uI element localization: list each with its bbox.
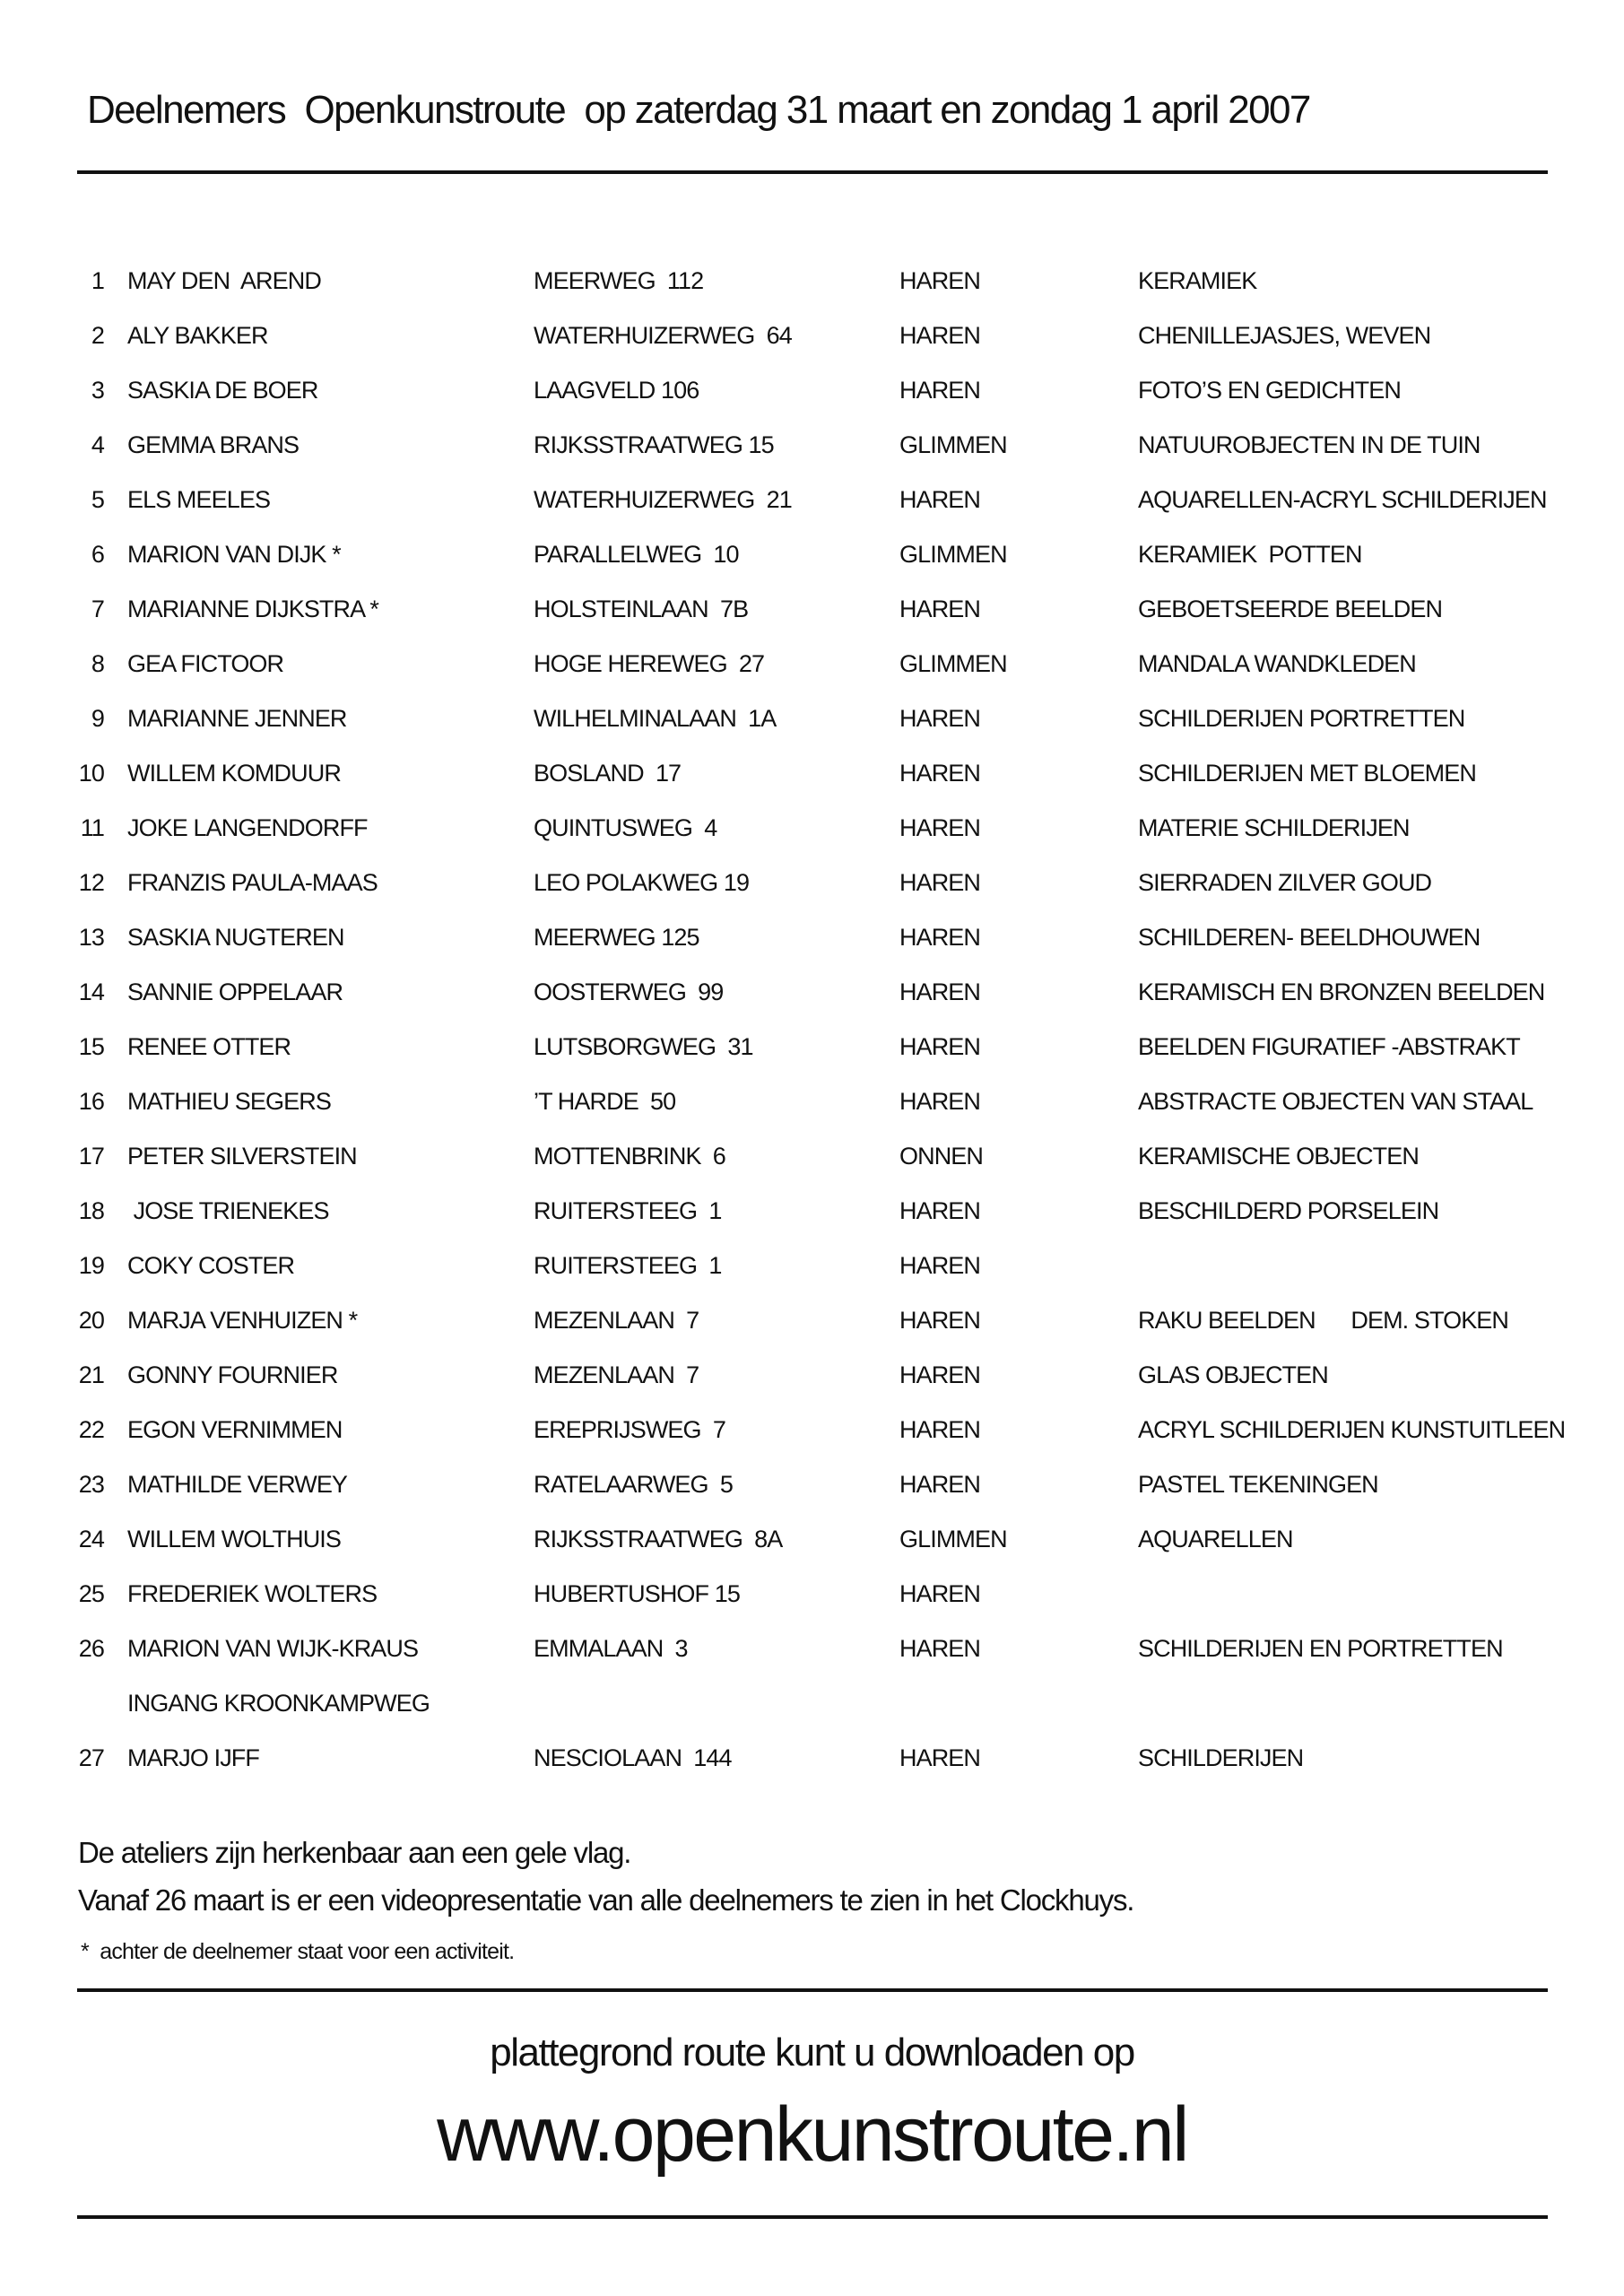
participant-city: GLIMMEN [899, 431, 1007, 458]
participant-street: BOSLAND 17 [534, 760, 682, 787]
participant-city: HAREN [899, 377, 981, 404]
participant-row [0, 919, 1624, 955]
participant-street: RIJKSSTRAATWEG 15 [534, 431, 774, 458]
participant-description: NATUUROBJECTEN IN DE TUIN [1138, 431, 1481, 458]
participant-description: MANDALA WANDKLEDEN [1138, 650, 1416, 677]
participant-city: HAREN [899, 924, 981, 951]
participant-street: EMMALAAN 3 [534, 1635, 688, 1662]
participant-description: GEBOETSEERDE BEELDEN [1138, 596, 1443, 622]
participant-name: WILLEM KOMDUUR [127, 760, 341, 787]
participant-street: WATERHUIZERWEG 64 [534, 322, 792, 349]
participant-street: MEERWEG 125 [534, 924, 699, 951]
participant-city: HAREN [899, 978, 981, 1005]
participant-number: 11 [80, 814, 104, 841]
participant-city: GLIMMEN [899, 1526, 1007, 1552]
participant-name: COKY COSTER [127, 1252, 295, 1279]
participant-number: 17 [78, 1143, 104, 1170]
participant-city: HAREN [899, 1361, 981, 1388]
participant-street: MEZENLAAN 7 [534, 1361, 699, 1388]
participant-description: AQUARELLEN [1138, 1526, 1293, 1552]
participant-street: MOTTENBRINK 6 [534, 1143, 725, 1170]
participant-number: 18 [78, 1197, 104, 1224]
participant-number: 6 [91, 541, 104, 568]
participant-number: 3 [91, 377, 104, 404]
participant-name: WILLEM WOLTHUIS [127, 1526, 342, 1552]
participant-name: SASKIA NUGTEREN [127, 924, 344, 951]
participant-street: ’T HARDE 50 [534, 1088, 676, 1115]
participant-street: NESCIOLAAN 144 [534, 1744, 732, 1771]
note-asterisk: * achter de deelnemer staat voor een activiteit. [81, 1939, 515, 1964]
participant-row [0, 1412, 1624, 1448]
participant-number: 2 [91, 322, 104, 349]
participant-description: BESCHILDERD PORSELEIN [1138, 1197, 1439, 1224]
participant-name: EGON VERNIMMEN [127, 1416, 343, 1443]
participant-number: 26 [78, 1635, 104, 1662]
participant-street: OOSTERWEG 99 [534, 978, 724, 1005]
participant-city: HAREN [899, 1252, 981, 1279]
participant-name: MARJA VENHUIZEN * [127, 1307, 358, 1334]
participant-description: FOTO’S EN GEDICHTEN [1138, 377, 1401, 404]
footer-divider-top [77, 1988, 1548, 1992]
participant-name: MAY DEN AREND [127, 267, 321, 294]
participant-row [0, 1029, 1624, 1065]
participant-name: GEMMA BRANS [127, 431, 300, 458]
participant-row [0, 427, 1624, 463]
participant-city: HAREN [899, 1744, 981, 1771]
participant-row [0, 317, 1624, 353]
participant-name: INGANG KROONKAMPWEG [127, 1690, 430, 1717]
participant-city: HAREN [899, 1416, 981, 1443]
participant-name: JOKE LANGENDORFF [127, 814, 368, 841]
participant-row [0, 1740, 1624, 1776]
participant-description: CHENILLEJASJES, WEVEN [1138, 322, 1431, 349]
participant-description: KERAMISCH EN BRONZEN BEELDEN [1138, 978, 1545, 1005]
participant-description: BEELDEN FIGURATIEF -ABSTRAKT [1138, 1033, 1520, 1060]
participant-description: SCHILDERIJEN [1138, 1744, 1304, 1771]
participant-name: MATHIEU SEGERS [127, 1088, 331, 1115]
participant-city: HAREN [899, 1088, 981, 1115]
participant-city: HAREN [899, 1635, 981, 1662]
participant-row [0, 700, 1624, 736]
participant-description: ACRYL SCHILDERIJEN KUNSTUITLEEN [1138, 1416, 1566, 1443]
participant-name: SANNIE OPPELAAR [127, 978, 343, 1005]
participant-description: KERAMIEK [1138, 267, 1257, 294]
participant-street: RATELAARWEG 5 [534, 1471, 733, 1498]
participant-row [0, 591, 1624, 627]
participant-city: HAREN [899, 1307, 981, 1334]
participant-number: 4 [91, 431, 104, 458]
participant-number: 9 [91, 705, 104, 732]
participant-city: GLIMMEN [899, 541, 1007, 568]
participant-street: MEZENLAAN 7 [534, 1307, 699, 1334]
participant-street: RUITERSTEEG 1 [534, 1197, 722, 1224]
page-title: Deelnemers Openkunstroute op zaterdag 31 maart en zondag 1 april 2007 [87, 88, 1310, 132]
note-video: Vanaf 26 maart is er een videopresentatie van alle deelnemers te zien in het Clockhuys. [78, 1883, 1134, 1917]
participant-name: MARJO IJFF [127, 1744, 259, 1771]
participant-city: HAREN [899, 486, 981, 513]
participant-name: FREDERIEK WOLTERS [127, 1580, 378, 1607]
participant-number: 1 [91, 267, 104, 294]
participant-street: EREPRIJSWEG 7 [534, 1416, 725, 1443]
participant-row [0, 263, 1624, 299]
participant-number: 13 [78, 924, 104, 951]
participant-row [0, 1357, 1624, 1393]
download-text: plattegrond route kunt u downloaden op [490, 2031, 1134, 2074]
footer-divider-bottom [77, 2215, 1548, 2219]
participant-name: PETER SILVERSTEIN [127, 1143, 357, 1170]
participant-row [0, 974, 1624, 1010]
participant-number: 14 [78, 978, 104, 1005]
participant-number: 16 [78, 1088, 104, 1115]
participant-number: 15 [78, 1033, 104, 1060]
participant-row [0, 1248, 1624, 1283]
participant-street: LEO POLAKWEG 19 [534, 869, 750, 896]
participant-street: LUTSBORGWEG 31 [534, 1033, 753, 1060]
participant-description: MATERIE SCHILDERIJEN [1138, 814, 1410, 841]
participant-city: HAREN [899, 322, 981, 349]
participant-street: WILHELMINALAAN 1A [534, 705, 777, 732]
participant-number: 12 [78, 869, 104, 896]
participant-street: HOLSTEINLAAN 7B [534, 596, 749, 622]
participant-street: RUITERSTEEG 1 [534, 1252, 722, 1279]
participant-description: SCHILDERIJEN MET BLOEMEN [1138, 760, 1476, 787]
participant-name: ALY BAKKER [127, 322, 268, 349]
participant-description: SIERRADEN ZILVER GOUD [1138, 869, 1432, 896]
participant-row [0, 1576, 1624, 1612]
website-link[interactable]: www.openkunstroute.nl [437, 2092, 1187, 2178]
participant-description: SCHILDERIJEN PORTRETTEN [1138, 705, 1465, 732]
participant-number: 7 [91, 596, 104, 622]
participant-row [0, 536, 1624, 572]
participant-street: HOGE HEREWEG 27 [534, 650, 765, 677]
participant-street: RIJKSSTRAATWEG 8A [534, 1526, 783, 1552]
participant-name: MATHILDE VERWEY [127, 1471, 348, 1498]
participant-description: KERAMISCHE OBJECTEN [1138, 1143, 1419, 1170]
participant-street: PARALLELWEG 10 [534, 541, 739, 568]
participant-description: SCHILDERIJEN EN PORTRETTEN [1138, 1635, 1503, 1662]
participant-row [0, 755, 1624, 791]
participant-name: GONNY FOURNIER [127, 1361, 338, 1388]
participant-row [0, 1466, 1624, 1502]
participant-city: HAREN [899, 1580, 981, 1607]
participant-city: HAREN [899, 596, 981, 622]
participant-name: MARION VAN DIJK * [127, 541, 341, 568]
participant-number: 20 [78, 1307, 104, 1334]
participant-city: HAREN [899, 1033, 981, 1060]
participant-city: HAREN [899, 1197, 981, 1224]
participant-number: 19 [78, 1252, 104, 1279]
participant-row [0, 372, 1624, 408]
participant-number: 5 [91, 486, 104, 513]
participant-description: SCHILDEREN- BEELDHOUWEN [1138, 924, 1481, 951]
participant-number: 8 [91, 650, 104, 677]
participant-number: 10 [78, 760, 104, 787]
participant-street: LAAGVELD 106 [534, 377, 699, 404]
participant-row [0, 1631, 1624, 1666]
participant-street: MEERWEG 112 [534, 267, 704, 294]
participant-name: JOSE TRIENEKES [127, 1197, 329, 1224]
participant-name: MARIANNE DIJKSTRA * [127, 596, 378, 622]
participant-city: GLIMMEN [899, 650, 1007, 677]
participant-street: WATERHUIZERWEG 21 [534, 486, 792, 513]
participant-city: ONNEN [899, 1143, 984, 1170]
participant-city: HAREN [899, 814, 981, 841]
participant-row [0, 1521, 1624, 1557]
participant-number: 23 [78, 1471, 104, 1498]
participant-row [0, 1302, 1624, 1338]
participant-number: 27 [78, 1744, 104, 1771]
participant-row [0, 865, 1624, 900]
participant-name: RENEE OTTER [127, 1033, 291, 1060]
participant-name: SASKIA DE BOER [127, 377, 318, 404]
note-flag: De ateliers zijn herkenbaar aan een gele vlag. [78, 1836, 631, 1869]
participant-description: ABSTRACTE OBJECTEN VAN STAAL [1138, 1088, 1533, 1115]
participant-name: ELS MEELES [127, 486, 271, 513]
participant-number: 22 [78, 1416, 104, 1443]
participant-name: FRANZIS PAULA-MAAS [127, 869, 378, 896]
participant-row [0, 1685, 1624, 1721]
participant-name: MARIANNE JENNER [127, 705, 347, 732]
participant-description: AQUARELLEN-ACRYL SCHILDERIJEN [1138, 486, 1547, 513]
participant-city: HAREN [899, 705, 981, 732]
participant-street: QUINTUSWEG 4 [534, 814, 717, 841]
participant-row [0, 810, 1624, 846]
participant-city: HAREN [899, 760, 981, 787]
participant-description: GLAS OBJECTEN [1138, 1361, 1328, 1388]
header-divider [77, 170, 1548, 174]
participant-name: MARION VAN WIJK-KRAUS [127, 1635, 419, 1662]
participant-name: GEA FICTOOR [127, 650, 284, 677]
participant-city: HAREN [899, 869, 981, 896]
participant-number: 25 [78, 1580, 104, 1607]
participant-city: HAREN [899, 1471, 981, 1498]
participant-description: RAKU BEELDEN DEM. STOKEN [1138, 1307, 1509, 1334]
participant-number: 24 [78, 1526, 104, 1552]
participant-row [0, 1083, 1624, 1119]
participant-number: 21 [78, 1361, 104, 1388]
participant-description: KERAMIEK POTTEN [1138, 541, 1362, 568]
participant-row [0, 1138, 1624, 1174]
participant-row [0, 646, 1624, 682]
participant-city: HAREN [899, 267, 981, 294]
participant-description: PASTEL TEKENINGEN [1138, 1471, 1378, 1498]
participant-row [0, 482, 1624, 517]
participant-street: HUBERTUSHOF 15 [534, 1580, 740, 1607]
participant-row [0, 1193, 1624, 1229]
